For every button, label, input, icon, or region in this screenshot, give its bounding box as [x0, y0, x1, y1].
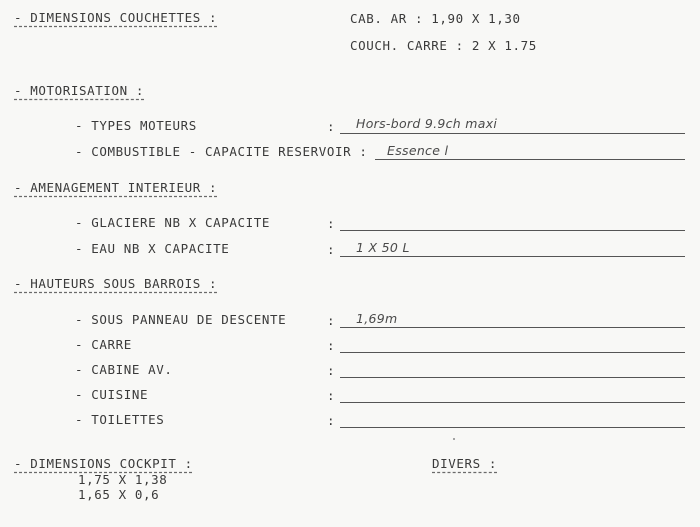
- combustible-value: Essence l: [387, 143, 449, 158]
- sous-panneau-value: 1,69m: [356, 311, 398, 326]
- combustible-label: - COMBUSTIBLE - CAPACITE RESERVOIR :: [75, 144, 368, 159]
- cabine-av-field-line: [340, 377, 685, 378]
- carre-field-line: [340, 352, 685, 353]
- couchettes-value-couch-carre: COUCH. CARRE : 2 X 1.75: [350, 38, 537, 53]
- section-hauteurs-heading: - HAUTEURS SOUS BARROIS :: [14, 276, 218, 291]
- sous-panneau-colon: :: [327, 313, 335, 328]
- combustible-field-line: [375, 159, 685, 160]
- carre-label: - CARRE: [75, 337, 132, 352]
- eau-colon: :: [327, 242, 335, 257]
- section-divers-heading: DIVERS :: [432, 456, 498, 471]
- glaciere-colon: :: [327, 216, 335, 231]
- couchettes-value-cab-ar: CAB. AR : 1,90 X 1,30: [350, 11, 521, 26]
- cabine-av-colon: :: [327, 363, 335, 378]
- print-speck: [453, 438, 455, 440]
- section-motorisation-heading: - MOTORISATION :: [14, 83, 145, 98]
- types-moteurs-field-line: [340, 133, 685, 134]
- toilettes-colon: :: [327, 413, 335, 428]
- glaciere-field-line: [340, 230, 685, 231]
- sous-panneau-field-line: [340, 327, 685, 328]
- glaciere-label: - GLACIERE NB X CAPACITE: [75, 215, 271, 230]
- types-moteurs-label: - TYPES MOTEURS: [75, 118, 197, 133]
- eau-value: 1 X 50 L: [356, 240, 410, 255]
- section-amenagement-heading: - AMENAGEMENT INTERIEUR :: [14, 180, 218, 195]
- cabine-av-label: - CABINE AV.: [75, 362, 173, 377]
- cockpit-value-1: 1,75 X 1,38: [78, 472, 168, 487]
- cuisine-colon: :: [327, 388, 335, 403]
- types-moteurs-value: Hors-bord 9.9ch maxi: [356, 116, 498, 131]
- types-moteurs-colon: :: [327, 119, 335, 134]
- toilettes-field-line: [340, 427, 685, 428]
- eau-field-line: [340, 256, 685, 257]
- cuisine-label: - CUISINE: [75, 387, 149, 402]
- cuisine-field-line: [340, 402, 685, 403]
- cockpit-value-2: 1,65 X 0,6: [78, 487, 160, 502]
- section-cockpit-heading: - DIMENSIONS COCKPIT :: [14, 456, 193, 471]
- section-dimensions-couchettes-heading: - DIMENSIONS COUCHETTES :: [14, 10, 218, 25]
- sous-panneau-label: - SOUS PANNEAU DE DESCENTE: [75, 312, 287, 327]
- toilettes-label: - TOILETTES: [75, 412, 165, 427]
- carre-colon: :: [327, 338, 335, 353]
- eau-label: - EAU NB X CAPACITE: [75, 241, 230, 256]
